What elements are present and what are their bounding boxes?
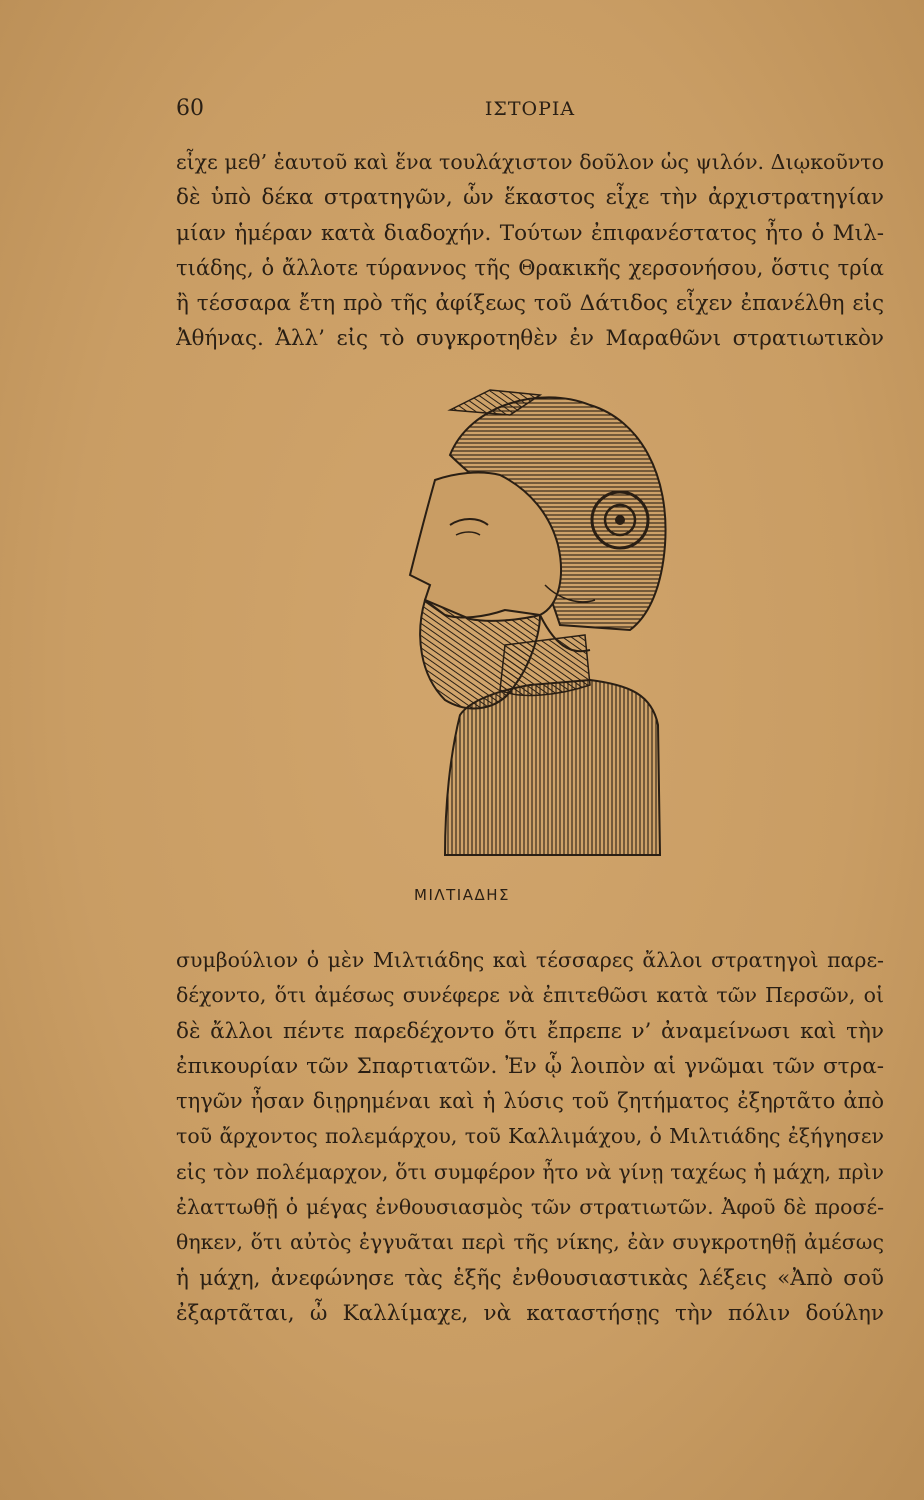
body-text-bottom <box>176 943 884 1331</box>
text-line: Ἀθήνας. Ἀλλ’ εἰς τὸ συγκροτηθὲν ἐν Μαραθῶνι στρατιωτικὸν <box>176 326 884 352</box>
text-line: θηκεν, ὅτι αὐτὸς ἐγγυᾶται περὶ τῆς νίκης, ἐὰν συγκροτηθῇ ἀμέσως <box>176 1230 884 1255</box>
text-line: τηγῶν ἦσαν διῃρημέναι καὶ ἡ λύσις τοῦ ζητήματος ἐξηρτᾶτο ἀπὸ <box>176 1089 884 1114</box>
figure-caption: ΜΙΛΤΙΑΔΗΣ <box>414 886 510 904</box>
text-line: τιάδης, ὁ ἄλλοτε τύραννος τῆς Θρακικῆς χερσονήσου, ὅστις τρία <box>176 255 884 280</box>
body-text-top <box>176 145 884 357</box>
page-header <box>176 96 884 130</box>
text-line: δὲ ὑπὸ δέκα στρατηγῶν, ὧν ἕκαστος εἶχε τὴν ἀρχιστρατηγίαν <box>176 185 884 211</box>
text-line: ἐπικουρίαν τῶν Σπαρτιατῶν. Ἐν ᾧ λοιπὸν αἱ γνῶμαι τῶν στρα- <box>176 1053 884 1079</box>
text-line: ἢ τέσσαρα ἔτη πρὸ τῆς ἀφίξεως τοῦ Δάτιδος εἶχεν ἐπανέλθη εἰς <box>176 291 884 317</box>
text-line: εἶχε μεθ’ ἑαυτοῦ καὶ ἕνα τουλάχιστον δοῦλον ὡς ψιλόν. Διῳκοῦντο <box>176 150 884 174</box>
text-line: δὲ ἄλλοι πέντε παρεδέχοντο ὅτι ἔπρεπε ν’ ἀναμείνωσι καὶ τὴν <box>176 1018 884 1044</box>
page-number: 60 <box>176 96 204 121</box>
running-head: ΙΣΤΟΡΙΑ <box>484 98 576 120</box>
text-line: μίαν ἡμέραν κατὰ διαδοχήν. Τούτων ἐπιφανέστατος ἦτο ὁ Μιλ- <box>176 220 884 246</box>
text-line: δέχοντο, ὅτι ἀμέσως συνέφερε νὰ ἐπιτεθῶσι κατὰ τῶν Περσῶν, οἱ <box>176 983 884 1008</box>
text-line: ἡ μάχη, ἀνεφώνησε τὰς ἑξῆς ἐνθουσιαστικὰς λέξεις «Ἀπὸ σοῦ <box>176 1265 884 1291</box>
text-line: συμβούλιον ὁ μὲν Μιλτιάδης καὶ τέσσαρες ἄλλοι στρατηγοὶ παρε- <box>176 948 884 972</box>
text-line: ἐξαρτᾶται, ὦ Καλλίμαχε, νὰ καταστήσῃς τὴν πόλιν δούλην <box>176 1300 884 1326</box>
text-line: εἰς τὸν πολέμαρχον, ὅτι συμφέρον ἦτο νὰ γίνῃ ταχέως ἡ μάχη, πρὶν <box>176 1159 884 1184</box>
text-line: τοῦ ἄρχοντος πολεμάρχου, τοῦ Καλλιμάχου, ὁ Μιλτιάδης ἐξήγησεν <box>176 1124 884 1149</box>
miltiades-bust-engraving <box>390 385 680 865</box>
text-line: ἐλαττωθῇ ὁ μέγας ἐνθουσιασμὸς τῶν στρατιωτῶν. Ἀφοῦ δὲ προσέ- <box>176 1195 884 1220</box>
